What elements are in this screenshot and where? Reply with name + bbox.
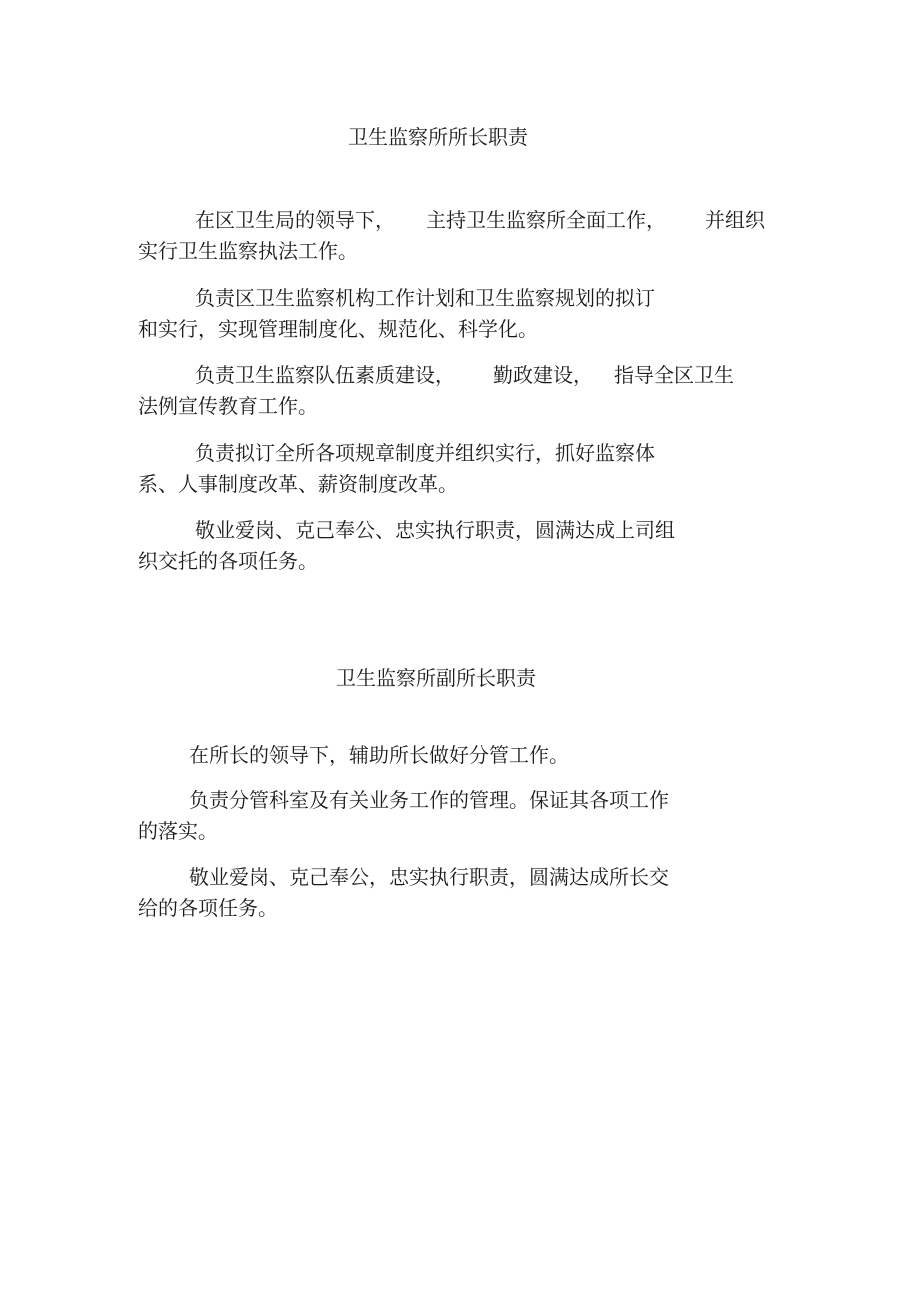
- paragraph-3-line-1c: 指导全区卫生: [614, 363, 734, 387]
- paragraph-8-line-1: 敬业爱岗、克己奉公，忠实执行职责，圆满达成所长交: [189, 865, 669, 889]
- paragraph-5-line-2: 织交托的各项任务。: [138, 549, 318, 573]
- paragraph-5-line-1: 敬业爱岗、克己奉公、忠实执行职责，圆满达成上司组: [195, 518, 675, 542]
- section-title-deputy-director: 卫生监察所副所长职责: [336, 666, 536, 690]
- paragraph-3-line-1a: 负责卫生监察队伍素质建设，: [195, 363, 455, 387]
- paragraph-4-line-2: 系、人事制度改革、薪资制度改革。: [138, 472, 458, 496]
- paragraph-1-line-2: 实行卫生监察执法工作。: [138, 239, 358, 263]
- paragraph-3-line-1b: 勤政建设，: [493, 363, 593, 387]
- paragraph-7-line-1: 负责分管科室及有关业务工作的管理。保证其各项工作: [189, 788, 669, 812]
- paragraph-7-line-2: 的落实。: [138, 819, 218, 843]
- paragraph-6-line-1: 在所长的领导下，辅助所长做好分管工作。: [189, 743, 569, 767]
- paragraph-3-line-2: 法例宣传教育工作。: [138, 394, 318, 418]
- paragraph-1-line-1a: 在区卫生局的领导下，: [195, 208, 395, 232]
- paragraph-1-line-1c: 并组织: [705, 208, 765, 232]
- section-title-director: 卫生监察所所长职责: [348, 125, 528, 149]
- paragraph-2-line-2: 和实行，实现管理制度化、规范化、科学化。: [138, 317, 538, 341]
- paragraph-4-line-1: 负责拟订全所各项规章制度并组织实行，抓好监察体: [195, 441, 655, 465]
- paragraph-8-line-2: 给的各项任务。: [138, 896, 278, 920]
- paragraph-2-line-1: 负责区卫生监察机构工作计划和卫生监察规划的拟订: [195, 286, 655, 310]
- paragraph-1-line-1b: 主持卫生监察所全面工作，: [426, 208, 666, 232]
